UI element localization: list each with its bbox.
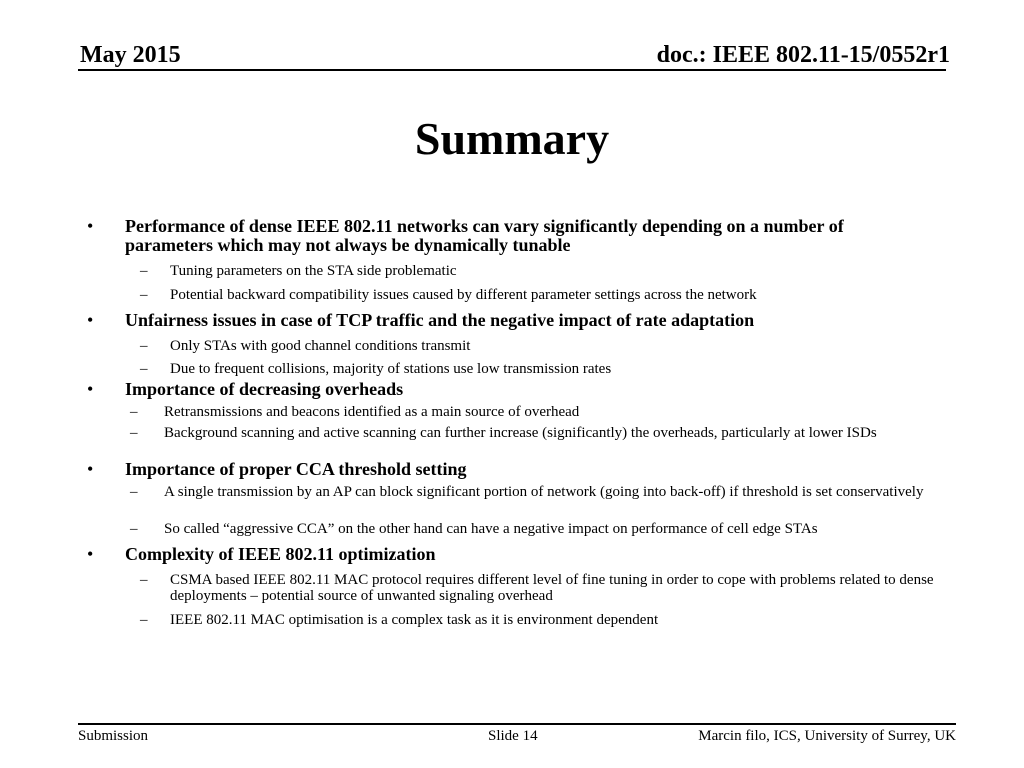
- sub-bullet-text: Background scanning and active scanning can further increase (significantly) the overheads, particularly at lower ISDs: [164, 425, 877, 441]
- sub-bullet-text: Potential backward compatibility issues caused by different parameter settings across the network: [170, 287, 757, 303]
- slide-title: Summary: [414, 113, 610, 164]
- dash-marker: –: [140, 338, 148, 354]
- sub-bullet-text: Retransmissions and beacons identified as a main source of overhead: [164, 404, 580, 420]
- bullet-marker: •: [87, 310, 94, 330]
- footer-author: Marcin filo, ICS, University of Surrey, UK: [698, 728, 956, 744]
- dash-marker: –: [130, 404, 138, 420]
- header-date: May 2015: [80, 42, 181, 68]
- bullet-marker: •: [87, 459, 94, 479]
- dash-marker: –: [140, 572, 148, 588]
- bullet-marker: •: [87, 216, 94, 236]
- header-doc-id: doc.: IEEE 802.11-15/0552r1: [656, 42, 950, 68]
- sub-bullet-text: CSMA based IEEE 802.11 MAC protocol requires different level of fine tuning in order to cope with problems related to dense deployments – potential source of unwanted signaling overhead: [170, 572, 934, 604]
- footer-slide-number: Slide 14: [488, 728, 538, 744]
- dash-marker: –: [140, 287, 148, 303]
- footer-divider: [78, 723, 956, 725]
- dash-marker: –: [140, 263, 148, 279]
- dash-marker: –: [130, 484, 138, 500]
- dash-marker: –: [140, 612, 148, 628]
- bullet-marker: •: [87, 379, 94, 399]
- dash-marker: –: [140, 361, 148, 377]
- header-divider: [78, 69, 946, 71]
- sub-bullet-text: Due to frequent collisions, majority of stations use low transmission rates: [170, 361, 612, 377]
- dash-marker: –: [130, 521, 138, 537]
- dash-marker: –: [130, 425, 138, 441]
- bullet-text: Complexity of IEEE 802.11 optimization: [125, 544, 436, 564]
- sub-bullet-text: Only STAs with good channel conditions transmit: [170, 338, 471, 354]
- sub-bullet-text: So called “aggressive CCA” on the other hand can have a negative impact on performance of cell edge STAs: [164, 521, 818, 537]
- footer-submission: Submission: [78, 728, 149, 744]
- sub-bullet-text: IEEE 802.11 MAC optimisation is a complex task as it is environment dependent: [170, 612, 659, 628]
- bullet-text: Importance of decreasing overheads: [125, 379, 404, 399]
- bullet-marker: •: [87, 544, 94, 564]
- bullet-text: Performance of dense IEEE 802.11 networks can vary significantly depending on a number of parameters which may not always be dynamically tunable: [125, 216, 844, 255]
- sub-bullet-text: Tuning parameters on the STA side problematic: [170, 263, 457, 279]
- sub-bullet-text: A single transmission by an AP can block significant portion of network (going into back-off) if threshold is set conservatively: [164, 484, 924, 500]
- bullet-text: Unfairness issues in case of TCP traffic and the negative impact of rate adaptation: [125, 310, 755, 330]
- bullet-text: Importance of proper CCA threshold setting: [125, 459, 467, 479]
